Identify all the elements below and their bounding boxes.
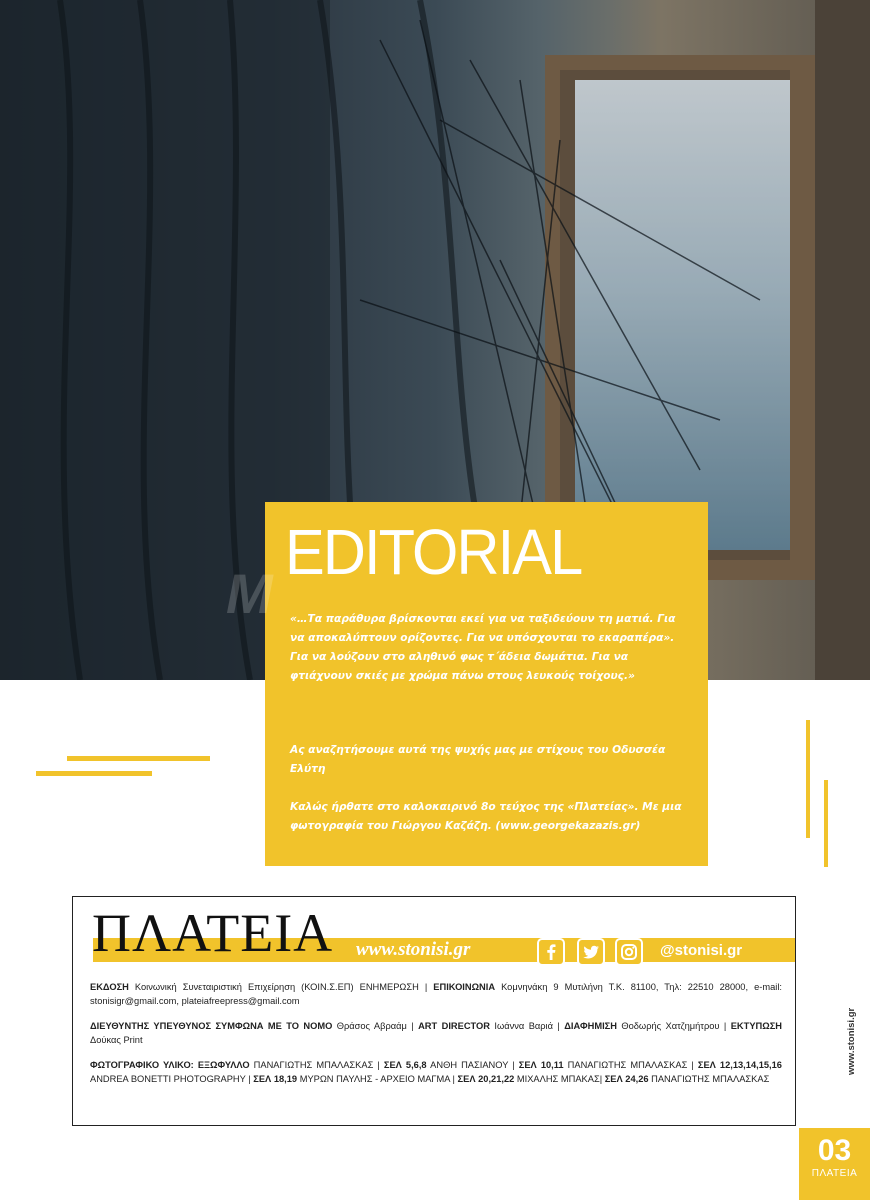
deco-line-right-1: [806, 720, 810, 838]
s6-value: ΠΑΝΑΓΙΩΤΗΣ ΜΠΑΛΑΣΚΑΣ: [651, 1074, 770, 1084]
side-url[interactable]: www.stonisi.gr: [846, 1007, 857, 1075]
credits-line-publisher: ΕΚΔΟΣΗ Κοινωνική Συνεταιριστική Επιχείρηση (ΚΟΙΝ.Σ.ΕΠ) ΕΝΗΜΕΡΩΣΗ | ΕΠΙΚΟΙΝΩΝΙΑ Κομνηνάκη 9 Μυτιλήνη Τ.Κ. 81100, Τηλ: 22510 28000, e-mail: stonisigr@gmail.com, plateiafreepress@gmail.com: [90, 982, 782, 1006]
contact-value: Κομνηνάκη 9 Μυτιλήνη Τ.Κ. 81100, Τηλ: 22510 28000, e-mail: stonisigr@gmail.com, plateiafreepress@gmail.com: [90, 982, 782, 1006]
editorial-title: EDITORIAL: [285, 516, 582, 588]
editorial-watermark: M: [226, 562, 273, 625]
director-value: Θράσος Αβραάμ: [336, 1021, 407, 1031]
print-value: Δούκας Print: [90, 1035, 143, 1045]
s3-label: ΣΕΛ 12,13,14,15,16: [697, 1060, 782, 1070]
page-number-badge: [799, 1128, 870, 1200]
s4-label: ΣΕΛ 18,19: [253, 1074, 298, 1084]
s2-label: ΣΕΛ 10,11: [518, 1060, 564, 1070]
art-director-label: ART DIRECTOR: [418, 1021, 490, 1031]
page-label: ΠΛΑΤΕΙΑ: [811, 1168, 858, 1179]
deco-line-left-2: [36, 771, 152, 776]
ads-label: ΔΙΑΦΗΜΙΣΗ: [564, 1021, 617, 1031]
instagram-icon[interactable]: [615, 938, 643, 966]
editorial-paragraph-1: «…Τα παράθυρα βρίσκονται εκεί για να ταξιδεύουν τη ματιά. Για να αποκαλύπτουν ορίζοντες. Για να υπόσχονται το εκαραπέρα». Για να λούζουν στο αληθινό φως τ΄άδεια δωμάτια. Για να φτιάχνουν σκιές με χρώμα πάνω στους λευκούς τοίχους.»: [290, 613, 676, 682]
credits-line-photos: ΦΩΤΟΓΡΑΦΙΚΟ ΥΛΙΚΟ: ΕΞΩΦΥΛΛΟ ΠΑΝΑΓΙΩΤΗΣ ΜΠΑΛΑΣΚΑΣ | ΣΕΛ 5,6,8 ΑΝΘΗ ΠΑΣΙΑΝΟΥ | ΣΕΛ 10,11 ΠΑΝΑΓΙΩΤΗΣ ΜΠΑΛΑΣΚΑΣ | ΣΕΛ 12,13,14,15,16 ANDREA BONETTI PHOTOGRAPHY | ΣΕΛ 18,19 ΜΥΡΩΝ ΠΑΥΛΗΣ - ΑΡΧΕΙΟ ΜΑΓΜΑ | ΣΕΛ 20,21,22 ΜΙΧΑΛΗΣ ΜΠΑΚΑΣ| ΣΕΛ 24,26 ΠΑΝΑΓΙΩΤΗΣ ΜΠΑΛΑΣΚΑΣ: [90, 1060, 782, 1084]
s3-value: ANDREA BONETTI PHOTOGRAPHY: [90, 1074, 246, 1084]
twitter-icon[interactable]: [577, 938, 605, 966]
facebook-icon[interactable]: [537, 938, 565, 966]
ads-value: Θοδωρής Χατζημήτρου: [621, 1021, 720, 1031]
s4-value: ΜΥΡΩΝ ΠΑΥΛΗΣ - ΑΡΧΕΙΟ ΜΑΓΜΑ: [299, 1074, 450, 1084]
social-handle[interactable]: @stonisi.gr: [660, 942, 743, 959]
s5-value: ΜΙΧΑΛΗΣ ΜΠΑΚΑΣ: [516, 1074, 600, 1084]
art-director-value: Ιωάννα Βαριά: [494, 1021, 554, 1031]
photo-label: ΦΩΤΟΓΡΑΦΙΚΟ ΥΛΙΚΟ: ΕΞΩΦΥΛΛΟ: [90, 1060, 250, 1070]
editorial-paragraph-3: Καλώς ήρθατε στο καλοκαιρινό 8ο τεύχος της «Πλατείας». Με μια φωτογραφία του Γιώργου Καζάζη. (www.georgekazazis.gr): [290, 801, 682, 832]
cover-value: ΠΑΝΑΓΙΩΤΗΣ ΜΠΑΛΑΣΚΑΣ: [253, 1060, 374, 1070]
s5-label: ΣΕΛ 20,21,22: [457, 1074, 515, 1084]
director-label: ΔΙΕΥΘΥΝΤΗΣ ΥΠΕΥΘΥΝΟΣ ΣΥΜΦΩΝΑ ΜΕ ΤΟ ΝΟΜΟ: [90, 1021, 333, 1031]
masthead-site-link[interactable]: www.stonisi.gr: [356, 939, 471, 960]
contact-label: ΕΠΙΚΟΙΝΩΝΙΑ: [433, 982, 496, 992]
masthead-logo: ΠΛΑΤΕΙΑ: [92, 903, 334, 963]
publisher-value: Κοινωνική Συνεταιριστική Επιχείρηση (ΚΟΙΝ.Σ.ΕΠ) ΕΝΗΜΕΡΩΣΗ: [134, 982, 419, 992]
s1-value: ΑΝΘΗ ΠΑΣΙΑΝΟΥ: [430, 1060, 509, 1070]
s2-value: ΠΑΝΑΓΙΩΤΗΣ ΜΠΑΛΑΣΚΑΣ: [567, 1060, 688, 1070]
deco-line-right-2: [824, 780, 828, 867]
s6-label: ΣΕΛ 24,26: [604, 1074, 649, 1084]
publisher-label: ΕΚΔΟΣΗ: [90, 982, 129, 992]
editorial-paragraph-2: Ας αναζητήσουμε αυτά της ψυχής μας με στίχους του Οδυσσέα Ελύτη: [290, 744, 666, 775]
credits-line-staff: ΔΙΕΥΘΥΝΤΗΣ ΥΠΕΥΘΥΝΟΣ ΣΥΜΦΩΝΑ ΜΕ ΤΟ ΝΟΜΟ Θράσος Αβραάμ | ART DIRECTOR Ιωάννα Βαριά | ΔΙΑΦΗΜΙΣΗ Θοδωρής Χατζημήτρου | ΕΚΤΥΠΩΣΗ Δούκας Print: [90, 1021, 782, 1045]
s1-label: ΣΕΛ 5,6,8: [383, 1060, 427, 1070]
print-label: ΕΚΤΥΠΩΣΗ: [730, 1021, 782, 1031]
page-number: 03: [817, 1134, 852, 1167]
deco-line-left-1: [67, 756, 210, 761]
